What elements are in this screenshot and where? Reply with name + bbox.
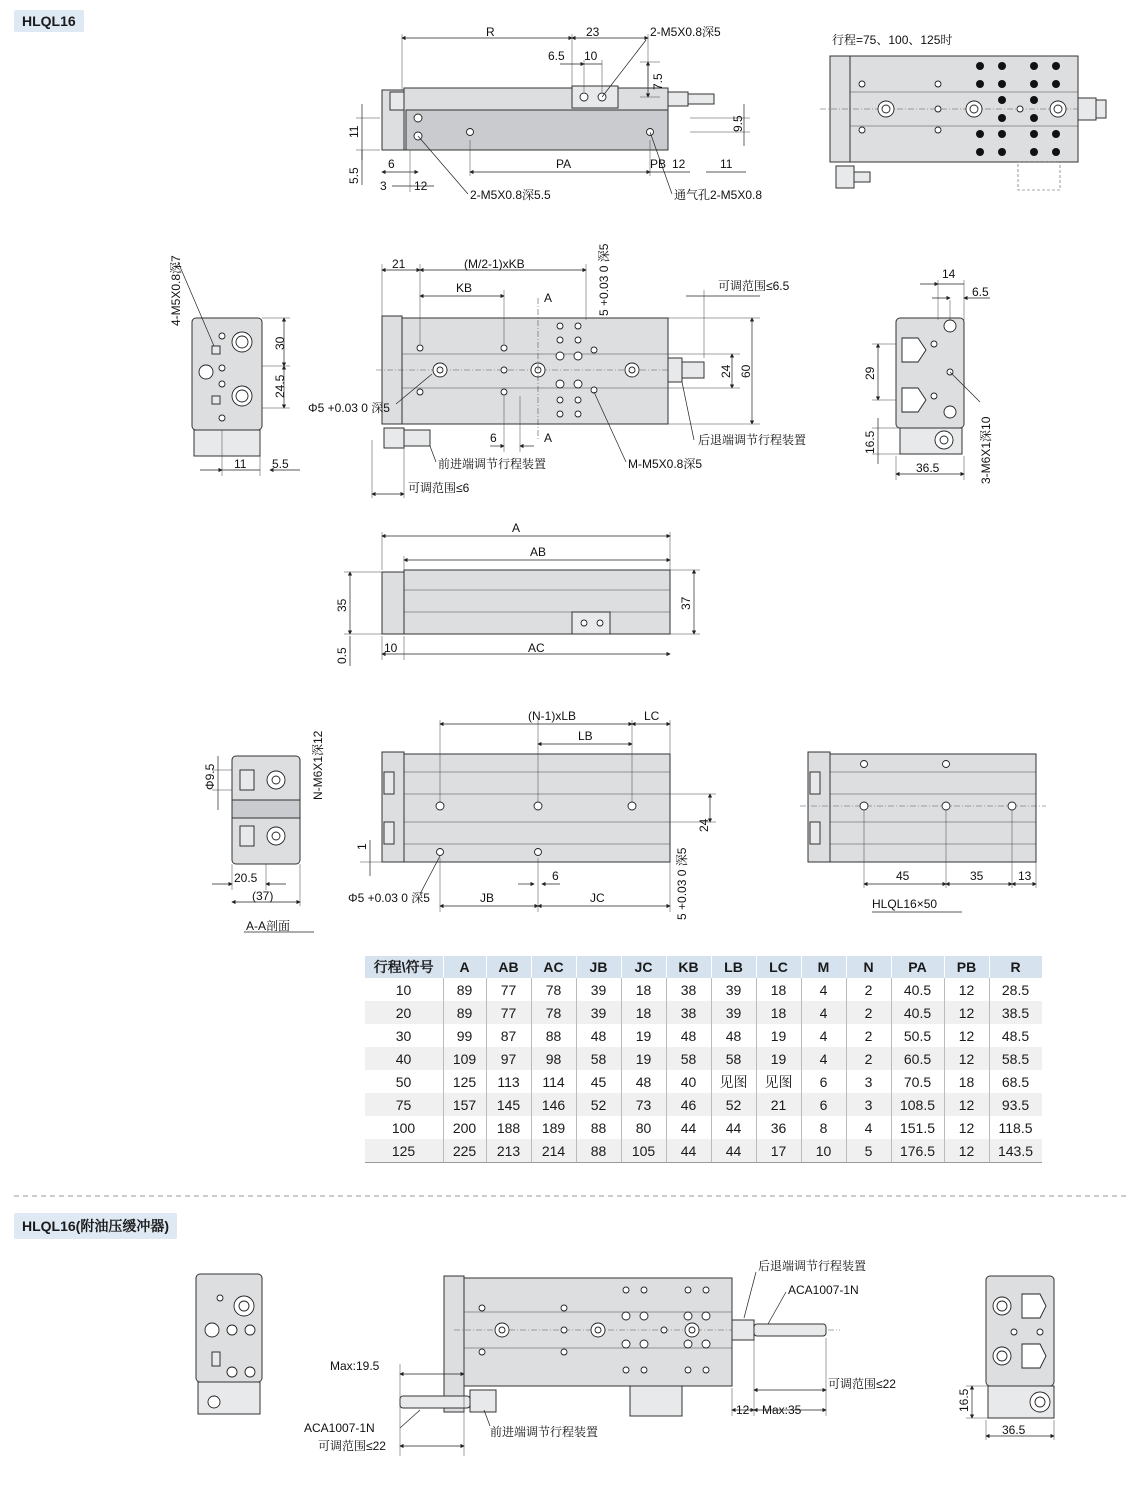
- dim-21: 21: [392, 257, 406, 271]
- table-cell: 20: [365, 1001, 444, 1024]
- table-cell: 40.5: [891, 1001, 944, 1024]
- table-cell: 39: [711, 978, 756, 1001]
- th-ac: AC: [531, 956, 576, 978]
- dim-0-5: 0.5: [335, 647, 349, 664]
- damper-dim-16-5: 16.5: [957, 1388, 971, 1412]
- dim-11: 11: [347, 125, 361, 138]
- dim-12b: 12: [672, 157, 686, 171]
- table-cell: 48.5: [989, 1024, 1042, 1047]
- table-cell: 12: [944, 978, 989, 1001]
- table-cell: 8: [801, 1116, 846, 1139]
- dim-ac: AC: [528, 641, 545, 655]
- table-row: [365, 978, 1042, 1001]
- table-cell: 213: [486, 1139, 531, 1163]
- end-29: 29: [863, 366, 877, 380]
- table-cell: 108.5: [891, 1093, 944, 1116]
- damper-adj-left: 可调范围≤22: [318, 1439, 386, 1453]
- dim-pb: PB: [650, 157, 667, 171]
- spec-table: [364, 956, 1042, 1163]
- dim-10-side: 10: [384, 641, 398, 655]
- dim-3: 3: [380, 179, 387, 193]
- table-cell: 88: [531, 1024, 576, 1047]
- end-16-5: 16.5: [863, 430, 877, 454]
- table-row: [365, 1139, 1042, 1163]
- th-jc: JC: [621, 956, 666, 978]
- table-cell: 46: [666, 1093, 711, 1116]
- table-cell: 45: [576, 1070, 621, 1093]
- dim-lb: LB: [578, 729, 593, 743]
- section-label: A-A剖面: [246, 919, 291, 933]
- th-pb: PB: [944, 956, 989, 978]
- end-14: 14: [942, 267, 956, 281]
- table-header-row: [365, 956, 1042, 978]
- th-jb: JB: [576, 956, 621, 978]
- dim-1: 1: [355, 843, 369, 850]
- table-cell: 143.5: [989, 1139, 1042, 1163]
- table-cell: 10: [801, 1139, 846, 1163]
- th-stroke: 行程\符号: [365, 956, 444, 978]
- section-title-hlql16: HLQL16: [14, 10, 84, 32]
- th-pa: PA: [891, 956, 944, 978]
- left-end-view: [169, 255, 300, 476]
- table-cell: 2: [846, 978, 891, 1001]
- table-cell: 19: [756, 1047, 801, 1070]
- damper-rear-device: 后退端调节行程装置: [758, 1259, 867, 1273]
- dim-24-under: 24: [697, 818, 711, 832]
- dim-24-5: 24.5: [273, 374, 287, 398]
- table-cell: 44: [711, 1116, 756, 1139]
- table-cell: 225: [443, 1139, 486, 1163]
- table-cell: 97: [486, 1047, 531, 1070]
- table-cell: 89: [443, 1001, 486, 1024]
- right-end-view: [863, 267, 993, 484]
- dim-35: 35: [335, 598, 349, 612]
- table-cell: 118.5: [989, 1116, 1042, 1139]
- table-cell: 50: [395, 1073, 412, 1090]
- damper-rear-model: ACA1007-1N: [788, 1283, 859, 1297]
- dim-9-5: 9.5: [731, 115, 745, 132]
- table-cell: 44: [666, 1116, 711, 1139]
- damper-max-19-5: Max:19.5: [330, 1359, 380, 1373]
- table-cell: 5: [846, 1139, 891, 1163]
- damper-front-model: ACA1007-1N: [304, 1421, 375, 1435]
- table-cell: 188: [486, 1116, 531, 1139]
- table-cell: 100: [391, 1119, 416, 1136]
- table-cell: 77: [486, 978, 531, 1001]
- dim-mkb: (M/2-1)xKB: [464, 257, 525, 271]
- table-row: [365, 1070, 1042, 1093]
- table-cell: 200: [443, 1116, 486, 1139]
- table-cell: 19: [621, 1047, 666, 1070]
- left-end-note: 4-M5X0.8深7: [169, 255, 183, 326]
- dim-10: 10: [584, 49, 598, 63]
- damper-plan-view: [304, 1258, 896, 1456]
- table-cell: 18: [756, 1001, 801, 1024]
- th-lb: LB: [711, 956, 756, 978]
- dim-6: 6: [388, 157, 395, 171]
- table-row: [365, 1047, 1042, 1070]
- dim-7-5: 7.5: [651, 73, 665, 90]
- table-cell: 6: [801, 1093, 846, 1116]
- adj-rear: 可调范围≤6.5: [718, 279, 790, 293]
- dim-11b: 11: [720, 157, 733, 171]
- th-kb: KB: [666, 956, 711, 978]
- table-cell: 39: [576, 1001, 621, 1024]
- phi5-mid: Φ5 +0.03 0 深5: [308, 401, 390, 415]
- table-cell: 78: [531, 978, 576, 1001]
- tol-slot: 5 +0.03 0 深5: [597, 243, 611, 316]
- table-cell: 214: [531, 1139, 576, 1163]
- table-cell: 18: [944, 1070, 989, 1093]
- table-row: [365, 1116, 1042, 1139]
- damper-dim-36-5: 36.5: [1002, 1423, 1026, 1437]
- table-cell: 3: [846, 1070, 891, 1093]
- table-cell: 18: [621, 1001, 666, 1024]
- table-cell: 99: [443, 1024, 486, 1047]
- rear-device: 后退端调节行程装置: [698, 433, 807, 447]
- table-cell: 19: [621, 1024, 666, 1047]
- th-m: M: [801, 956, 846, 978]
- table-cell: 58: [576, 1047, 621, 1070]
- table-cell: 78: [531, 1001, 576, 1024]
- stroke-caption: 行程=75、100、125时: [832, 33, 953, 47]
- table-cell: 58.5: [989, 1047, 1042, 1070]
- table-cell: 50.5: [891, 1024, 944, 1047]
- table-cell: 176.5: [891, 1139, 944, 1163]
- note-tap: 2-M5X0.8深5: [650, 25, 721, 39]
- table-cell: 52: [576, 1093, 621, 1116]
- n-tap: N-M6X1深12: [311, 730, 325, 800]
- end-tap: 3-M6X1深10: [979, 416, 993, 484]
- table-cell: 2: [846, 1047, 891, 1070]
- th-lc: LC: [756, 956, 801, 978]
- note-bottom-tap: 2-M5X0.8深5.5: [470, 188, 551, 202]
- damper-front-device: 前进端调节行程装置: [490, 1425, 599, 1439]
- table-cell: 114: [531, 1070, 576, 1093]
- table-body: [365, 978, 1042, 1163]
- table-cell: 39: [711, 1001, 756, 1024]
- table-cell: 4: [801, 978, 846, 1001]
- dim-r: R: [486, 25, 495, 39]
- dim-45: 45: [896, 869, 910, 883]
- dim-6-mid: 6: [490, 431, 497, 445]
- dim-20-5: 20.5: [234, 871, 258, 885]
- table-cell: 109: [443, 1047, 486, 1070]
- table-cell: 4: [801, 1047, 846, 1070]
- table-cell: 2: [846, 1001, 891, 1024]
- dim-35-under: 35: [970, 869, 984, 883]
- dim-ab: AB: [530, 545, 547, 559]
- table-cell: 87: [486, 1024, 531, 1047]
- top-view: [347, 25, 762, 202]
- section-aa-view: [203, 730, 325, 933]
- table-cell: 12: [944, 1001, 989, 1024]
- table-cell: 40: [365, 1047, 444, 1070]
- th-r: R: [989, 956, 1042, 978]
- table-cell: 157: [443, 1093, 486, 1116]
- dim-lc: LC: [644, 709, 660, 723]
- hlql16x50-view: [800, 752, 1046, 912]
- table-cell: 2: [846, 1024, 891, 1047]
- table-cell: 18: [756, 978, 801, 1001]
- dim-12: 12: [414, 179, 428, 193]
- dim-nlb: (N-1)xLB: [528, 709, 577, 723]
- dim-6-5: 6.5: [548, 49, 565, 63]
- phi-9-5: Φ9.5: [203, 763, 217, 790]
- table-cell: 70.5: [891, 1070, 944, 1093]
- table-cell: 68.5: [989, 1070, 1042, 1093]
- table-cell: 189: [531, 1116, 576, 1139]
- dim-5-5-end: 5.5: [272, 457, 289, 471]
- dim-jc: JC: [590, 891, 605, 905]
- table-cell: 52: [711, 1093, 756, 1116]
- table-cell: 89: [443, 978, 486, 1001]
- table-cell: 4: [801, 1001, 846, 1024]
- table-row: [365, 1093, 1042, 1116]
- table-cell: 75: [365, 1093, 444, 1116]
- table-cell: 30: [395, 1027, 412, 1044]
- dim-13: 13: [1018, 869, 1032, 883]
- mid-plan-view: [308, 243, 806, 498]
- phi5-under: Φ5 +0.03 0 深5: [348, 891, 430, 905]
- dim-11-end: 11: [234, 457, 247, 471]
- table-cell: 40: [666, 1070, 711, 1093]
- section-title-hlql16-damper: HLQL16(附油压缓冲器): [14, 1213, 177, 1239]
- table-cell: 38: [666, 1001, 711, 1024]
- note-vent: 通气孔2-M5X0.8: [674, 188, 763, 202]
- table-cell: 88: [576, 1139, 621, 1163]
- table-cell: 21: [756, 1093, 801, 1116]
- adj-front: 可调范围≤6: [408, 481, 470, 495]
- table-cell: 151.5: [891, 1116, 944, 1139]
- table-cell: 见图: [756, 1070, 801, 1093]
- table-cell: 48: [576, 1024, 621, 1047]
- table-cell: 12: [944, 1024, 989, 1047]
- table-cell: 36: [756, 1116, 801, 1139]
- table-cell: 44: [711, 1139, 756, 1163]
- caption-hlql16x50: HLQL16×50: [872, 897, 938, 911]
- dim-a: A: [512, 521, 521, 535]
- th-ab: AB: [486, 956, 531, 978]
- table-cell: 3: [846, 1093, 891, 1116]
- table-cell: 4: [846, 1116, 891, 1139]
- table-cell: 80: [621, 1116, 666, 1139]
- table-row: [365, 1024, 1042, 1047]
- end-6-5: 6.5: [972, 285, 989, 299]
- table-cell: 6: [801, 1070, 846, 1093]
- dim-23: 23: [586, 25, 600, 39]
- table-cell: 58: [711, 1047, 756, 1070]
- table-cell: 4: [801, 1024, 846, 1047]
- table-cell: 40.5: [891, 978, 944, 1001]
- table-cell: 18: [621, 978, 666, 1001]
- table-cell: 48: [711, 1024, 756, 1047]
- damper-right-end: [957, 1276, 1054, 1440]
- dim-60: 60: [739, 364, 753, 378]
- table-cell: 146: [531, 1093, 576, 1116]
- table-cell: 10: [395, 981, 412, 998]
- side-view: [335, 521, 700, 666]
- table-cell: 38.5: [989, 1001, 1042, 1024]
- damper-dim-12: 12: [736, 1403, 750, 1417]
- sec-a-top: A: [544, 291, 553, 305]
- dim-30: 30: [273, 336, 287, 350]
- tol-under: 5 +0.03 0 深5: [675, 847, 689, 920]
- table-cell: 39: [576, 978, 621, 1001]
- damper-max-35: Max:35: [762, 1403, 802, 1417]
- table-cell: 77: [486, 1001, 531, 1024]
- table-cell: 48: [621, 1070, 666, 1093]
- dim-pa: PA: [556, 157, 572, 171]
- table-cell: 73: [621, 1093, 666, 1116]
- table-cell: 12: [944, 1093, 989, 1116]
- table-cell: 12: [944, 1116, 989, 1139]
- th-n: N: [846, 956, 891, 978]
- end-36-5: 36.5: [916, 461, 940, 475]
- damper-left-end: [196, 1274, 262, 1414]
- table-cell: 98: [531, 1047, 576, 1070]
- table-row: [365, 1001, 1042, 1024]
- table-cell: 58: [666, 1047, 711, 1070]
- dim-24-mid: 24: [719, 364, 733, 378]
- sec-a-bot: A: [544, 431, 553, 445]
- dim-jb: JB: [480, 891, 495, 905]
- table-cell: 125: [365, 1139, 444, 1163]
- table-cell: 88: [576, 1116, 621, 1139]
- dim-kb: KB: [456, 281, 473, 295]
- m-tap: M-M5X0.8深5: [628, 457, 703, 471]
- table-cell: 145: [486, 1093, 531, 1116]
- table-cell: 44: [666, 1139, 711, 1163]
- th-a: A: [443, 956, 486, 978]
- table-cell: 48: [666, 1024, 711, 1047]
- table-cell: 12: [944, 1139, 989, 1163]
- table-cell: 28.5: [989, 978, 1042, 1001]
- table-cell: 17: [756, 1139, 801, 1163]
- underside-view: [348, 709, 716, 920]
- damper-adj-right: 可调范围≤22: [828, 1377, 896, 1391]
- table-cell: 125: [443, 1070, 486, 1093]
- table-cell: 105: [621, 1139, 666, 1163]
- dim-5-5: 5.5: [347, 167, 361, 184]
- table-cell: 113: [486, 1070, 531, 1093]
- front-device: 前进端调节行程装置: [438, 457, 547, 471]
- dim-37-paren: (37): [252, 889, 274, 903]
- table-cell: 38: [666, 978, 711, 1001]
- stroke-view: [820, 32, 1106, 190]
- dim-6-under: 6: [552, 869, 559, 883]
- table-cell: 19: [756, 1024, 801, 1047]
- table-cell: 见图: [711, 1070, 756, 1093]
- table-cell: 60.5: [891, 1047, 944, 1070]
- table-cell: 93.5: [989, 1093, 1042, 1116]
- dim-37: 37: [679, 596, 693, 610]
- table-cell: 12: [944, 1047, 989, 1070]
